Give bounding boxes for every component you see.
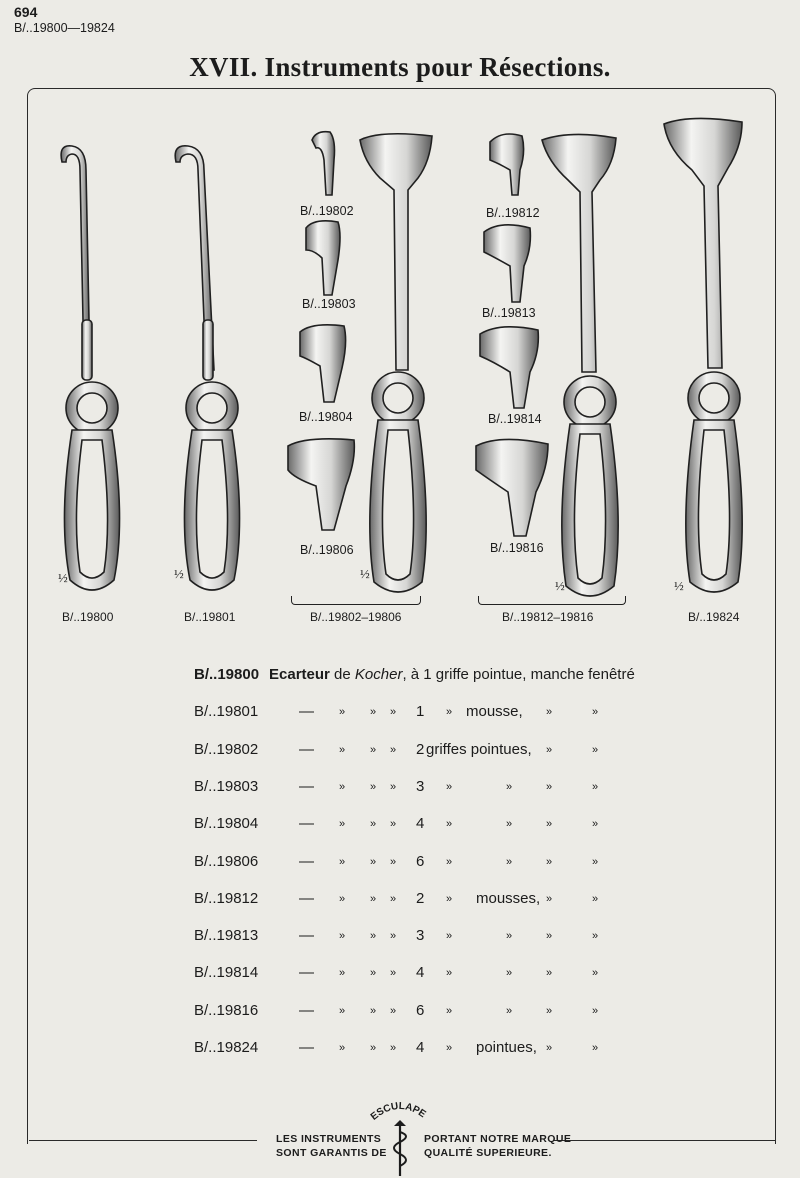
- footer-rule-right: [553, 1140, 775, 1141]
- item-label: B/..19802: [300, 204, 354, 218]
- logo-lettering: ESCULAPE: [368, 1100, 428, 1123]
- ditto-mark: »: [546, 706, 553, 719]
- ditto-mark: »: [390, 967, 397, 980]
- ditto-mark: »: [592, 1042, 599, 1054]
- ditto-mark: »: [446, 892, 453, 905]
- ditto-mark: »: [390, 855, 397, 868]
- ditto-mark: »: [506, 780, 513, 793]
- item-count: 1: [416, 703, 425, 721]
- item-code: B/..19813: [194, 927, 259, 945]
- item-description: Ecarteur de Kocher, à 1 griffe pointue, manche fenêtré: [269, 666, 635, 683]
- ditto-mark: »: [506, 930, 513, 943]
- ditto-mark: »: [546, 743, 553, 756]
- ditto-mark: »: [390, 780, 397, 793]
- ditto-mark: »: [390, 892, 397, 905]
- item-label: B/..19804: [299, 410, 353, 424]
- ditto-mark: »: [370, 855, 377, 868]
- group-bracket: [478, 596, 626, 605]
- ditto-mark: »: [446, 706, 453, 719]
- ditto-mark: »: [506, 855, 513, 868]
- figure-caption: B/..19824: [688, 610, 740, 624]
- ditto-mark: »: [546, 818, 553, 831]
- ditto-mark: »: [370, 892, 377, 905]
- item-code: B/..19814: [194, 964, 259, 982]
- footer-text-right: PORTANT NOTRE MARQUE QUALITÉ SUPERIEURE.: [424, 1133, 572, 1159]
- item-count: 3: [416, 927, 425, 945]
- scale-marker: ½: [58, 570, 68, 585]
- esculape-logo: [360, 1088, 440, 1178]
- item-code: B/..19803: [194, 777, 259, 795]
- item-label: B/..19813: [482, 306, 536, 320]
- item-label: B/..19806: [300, 543, 354, 557]
- ditto-mark: »: [339, 967, 346, 980]
- ditto-dash: —: [299, 740, 314, 758]
- ditto-mark: »: [339, 930, 346, 943]
- ditto-dash: —: [299, 889, 314, 907]
- ditto-dash: —: [299, 852, 314, 870]
- ditto-mark: »: [506, 1004, 513, 1017]
- ditto-mark: »: [546, 855, 553, 868]
- ditto-mark: »: [446, 967, 453, 980]
- item-count: 3: [416, 777, 425, 795]
- ditto-dash: —: [299, 777, 314, 795]
- svg-text:ESCULAPE: [369, 1101, 428, 1123]
- ditto-mark: »: [446, 930, 453, 943]
- ditto-mark: »: [506, 818, 513, 831]
- ditto-mark: »: [370, 930, 377, 943]
- ditto-mark: »: [592, 743, 599, 756]
- ditto-mark: »: [592, 818, 599, 831]
- item-code: B/..19824: [194, 1039, 259, 1056]
- ditto-mark: »: [446, 1004, 453, 1017]
- item-description: mousses,: [476, 889, 541, 907]
- retractor-19800-drawing: [61, 146, 119, 590]
- ditto-mark: »: [546, 780, 553, 793]
- item-code: B/..19816: [194, 1001, 259, 1019]
- figure-caption: B/..19800: [62, 610, 114, 624]
- ditto-mark: »: [546, 930, 553, 943]
- item-description: mousse,: [466, 703, 523, 721]
- ditto-mark: »: [390, 930, 397, 943]
- retractor-19801-drawing: [175, 146, 239, 590]
- ditto-mark: »: [339, 855, 346, 868]
- footer-text-left: LES INSTRUMENTS SONT GARANTIS DE: [276, 1133, 387, 1159]
- ditto-mark: »: [339, 780, 346, 793]
- page-number: 694: [14, 4, 38, 20]
- item-label: B/..19812: [486, 206, 540, 220]
- group-bracket: [291, 596, 421, 605]
- ditto-mark: »: [339, 1042, 346, 1054]
- ditto-mark: »: [546, 892, 553, 905]
- ditto-mark: »: [390, 818, 397, 831]
- figure-caption: B/..19802–19806: [310, 610, 402, 624]
- ditto-mark: »: [446, 780, 453, 793]
- ditto-mark: »: [390, 706, 397, 719]
- ditto-mark: »: [370, 1042, 377, 1054]
- item-description: pointues,: [476, 1039, 537, 1056]
- rake-19813-drawing: [484, 225, 530, 302]
- ditto-mark: »: [446, 1042, 453, 1054]
- rake-19806-drawing: [288, 439, 354, 530]
- ditto-mark: »: [546, 967, 553, 980]
- ditto-dash: —: [299, 815, 314, 833]
- ditto-mark: »: [592, 855, 599, 868]
- scale-marker: ½: [174, 566, 184, 581]
- item-label: B/..19816: [490, 541, 544, 555]
- ditto-mark: »: [370, 706, 377, 719]
- item-count: 6: [416, 1001, 425, 1019]
- ditto-dash: —: [299, 703, 314, 721]
- ditto-mark: »: [546, 1042, 553, 1054]
- item-count: 2: [416, 889, 425, 907]
- ditto-mark: »: [446, 818, 453, 831]
- ditto-dash: —: [299, 1001, 314, 1019]
- ditto-mark: »: [370, 1004, 377, 1017]
- ditto-mark: »: [592, 706, 599, 719]
- ditto-dash: —: [299, 964, 314, 982]
- ditto-mark: »: [339, 743, 346, 756]
- ditto-mark: »: [390, 1004, 397, 1017]
- item-code: B/..19802: [194, 740, 259, 758]
- rake-19816-drawing: [476, 439, 548, 536]
- rake-19802-drawing: [312, 132, 335, 195]
- scale-marker: ½: [674, 578, 684, 593]
- page-title: XVII. Instruments pour Résections.: [189, 52, 611, 82]
- ditto-mark: »: [506, 967, 513, 980]
- scale-marker: ½: [360, 566, 370, 581]
- ditto-mark: »: [592, 1004, 599, 1017]
- ditto-mark: »: [339, 892, 346, 905]
- ditto-mark: »: [370, 743, 377, 756]
- rake-large-19812-19816-drawing: [542, 134, 618, 596]
- item-code: B/..19800: [194, 666, 260, 683]
- item-code: B/..19801: [194, 703, 259, 721]
- ditto-mark: »: [390, 743, 397, 756]
- ditto-mark: »: [339, 1004, 346, 1017]
- ditto-mark: »: [592, 892, 599, 905]
- ditto-mark: »: [370, 818, 377, 831]
- rake-large-19802-19806-drawing: [360, 134, 432, 592]
- item-count: 2: [416, 740, 425, 758]
- page-range: B/..19800—19824: [14, 21, 115, 35]
- item-count: 4: [416, 1039, 425, 1056]
- item-description: griffes pointues,: [426, 740, 532, 758]
- ditto-mark: »: [592, 967, 599, 980]
- item-count: 6: [416, 852, 425, 870]
- instrument-illustration: [0, 100, 800, 640]
- ditto-mark: »: [592, 780, 599, 793]
- footer-rule-left: [29, 1140, 257, 1141]
- ditto-mark: »: [339, 818, 346, 831]
- ditto-dash: —: [299, 1039, 314, 1056]
- ditto-mark: »: [370, 967, 377, 980]
- item-code: B/..19812: [194, 889, 259, 907]
- rake-19804-drawing: [300, 325, 346, 402]
- ditto-mark: »: [390, 1042, 397, 1054]
- item-count: 4: [416, 815, 425, 833]
- rake-19824-drawing: [664, 118, 742, 592]
- figure-caption: B/..19812–19816: [502, 610, 594, 624]
- rake-19812-drawing: [490, 134, 524, 195]
- item-code: B/..19806: [194, 852, 259, 870]
- ditto-dash: —: [299, 927, 314, 945]
- ditto-mark: »: [546, 1004, 553, 1017]
- item-count: 4: [416, 964, 425, 982]
- item-label: B/..19814: [488, 412, 542, 426]
- item-label: B/..19803: [302, 297, 356, 311]
- scale-marker: ½: [555, 578, 565, 593]
- ditto-mark: »: [446, 855, 453, 868]
- rake-19814-drawing: [480, 327, 538, 408]
- ditto-mark: »: [339, 706, 346, 719]
- figure-caption: B/..19801: [184, 610, 236, 624]
- rake-19803-drawing: [306, 221, 340, 295]
- ditto-mark: »: [370, 780, 377, 793]
- item-code: B/..19804: [194, 815, 259, 833]
- ditto-mark: »: [592, 930, 599, 943]
